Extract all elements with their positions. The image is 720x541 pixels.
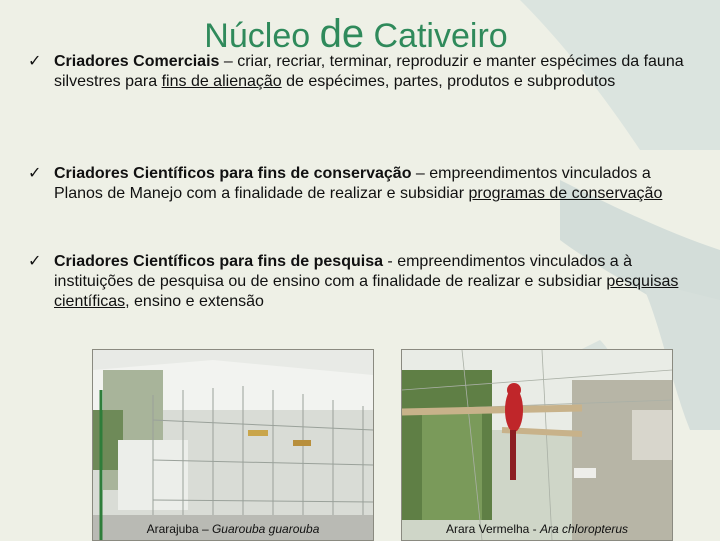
title-part-1: Núcleo [204, 17, 320, 55]
bullet-heading: Criadores Comerciais [54, 53, 220, 70]
title-part-3: Cativeiro [364, 17, 508, 55]
macaw-photo-illustration [402, 350, 672, 540]
bullet-text: – empreendimentos vinculados a Planos de Manejo com a finalidade de realizar e subsidiar [54, 165, 651, 202]
photo-arara-vermelha [401, 349, 673, 541]
photo-caption [402, 522, 672, 536]
checkmark-icon: ✓ [28, 253, 42, 270]
bullet-underlined-text: pesquisas científicas [54, 273, 679, 310]
bullet-heading: Criadores Científicos para fins de conservação [54, 165, 412, 182]
caption-scientific-name: Ara chloropterus [540, 522, 629, 536]
bullet-underlined-text: programas de conservação [468, 185, 663, 202]
title-part-2: de [319, 12, 365, 56]
photo-ararajuba-aviary [92, 349, 374, 541]
caption-scientific-name: Guarouba guarouba [211, 522, 320, 536]
bullet-heading: Criadores Científicos para fins de pesquisa [54, 253, 383, 270]
bullet-pesquisa [28, 252, 698, 312]
caption-common-name: Ararajuba – [146, 522, 212, 536]
bullet-text: - empreendimentos vinculados a à instituições de pesquisa ou de ensino com a finalidade de realizar e subsidiar [54, 253, 633, 290]
bullet-text-end: , ensino e extensão [125, 293, 264, 310]
bullet-text: – criar, recriar, terminar, reproduzir e manter espécimes da fauna silvestres para [54, 53, 684, 90]
bullet-underlined-text: fins de alienação [161, 73, 282, 90]
caption-common-name: Arara Vermelha - [445, 522, 540, 536]
photo-caption [93, 522, 373, 536]
bullet-conservacao [28, 164, 698, 204]
bullet-comerciais [28, 52, 698, 92]
checkmark-icon: ✓ [28, 165, 42, 182]
slide-title [0, 12, 712, 57]
checkmark-icon: ✓ [28, 53, 42, 70]
aviary-photo-illustration [93, 350, 373, 540]
bullet-text-end: de espécimes, partes, produtos e subprodutos [281, 73, 616, 90]
